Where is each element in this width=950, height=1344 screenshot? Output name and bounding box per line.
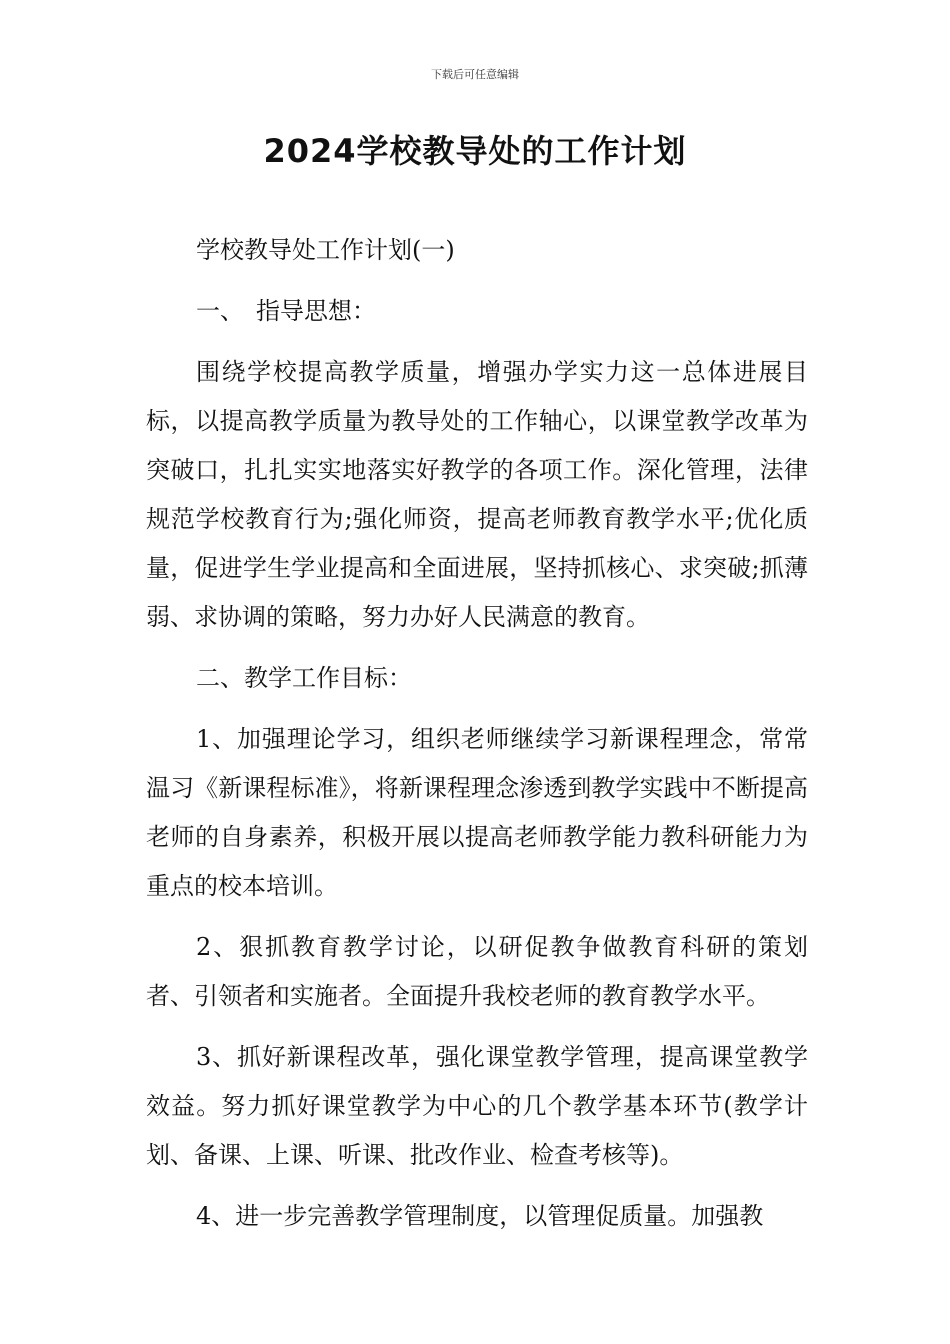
section-heading-plan: 学校教导处工作计划(一) <box>196 236 455 264</box>
document-body <box>146 226 808 1253</box>
paragraph-goal-1: 1、加强理论学习，组织老师继续学习新课程理念，常常温习《新课程标准》，将新课程理念渗透到教学实践中不断提高老师的自身素养，积极开展以提高老师教学能力教科研能力为重点的校本培训。 <box>146 725 808 900</box>
paragraph-guiding-thought: 围绕学校提高教学质量，增强办学实力这一总体进展目标，以提高教学质量为教导处的工作轴心，以课堂教学改革为突破口，扎扎实实地落实好教学的各项工作。深化管理，法律规范学校教育行为;强化师资，提高老师教育教学水平;优化质量，促进学生学业提高和全面进展，坚持抓核心、求突破;抓薄弱、求协调的策略，努力办好人民满意的教育。 <box>146 358 808 631</box>
section-heading-teaching-goals: 二、教学工作目标： <box>196 664 412 692</box>
paragraph-goal-4: 4、进一步完善教学管理制度，以管理促质量。加强教 <box>196 1202 764 1230</box>
paragraph-goal-3: 3、抓好新课程改革，强化课堂教学管理，提高课堂教学效益。努力抓好课堂教学为中心的几个教学基本环节(教学计划、备课、上课、听课、批改作业、检查考核等)。 <box>146 1043 808 1169</box>
header-note: 下载后可任意编辑 <box>431 68 519 81</box>
paragraph-goal-2: 2、狠抓教育教学讨论，以研促教争做教育科研的策划者、引领者和实施者。全面提升我校老师的教育教学水平。 <box>146 933 808 1010</box>
document-title: 2024学校教导处的工作计划 <box>263 132 687 170</box>
section-heading-guiding-thought: 一、 指导思想： <box>196 297 376 325</box>
